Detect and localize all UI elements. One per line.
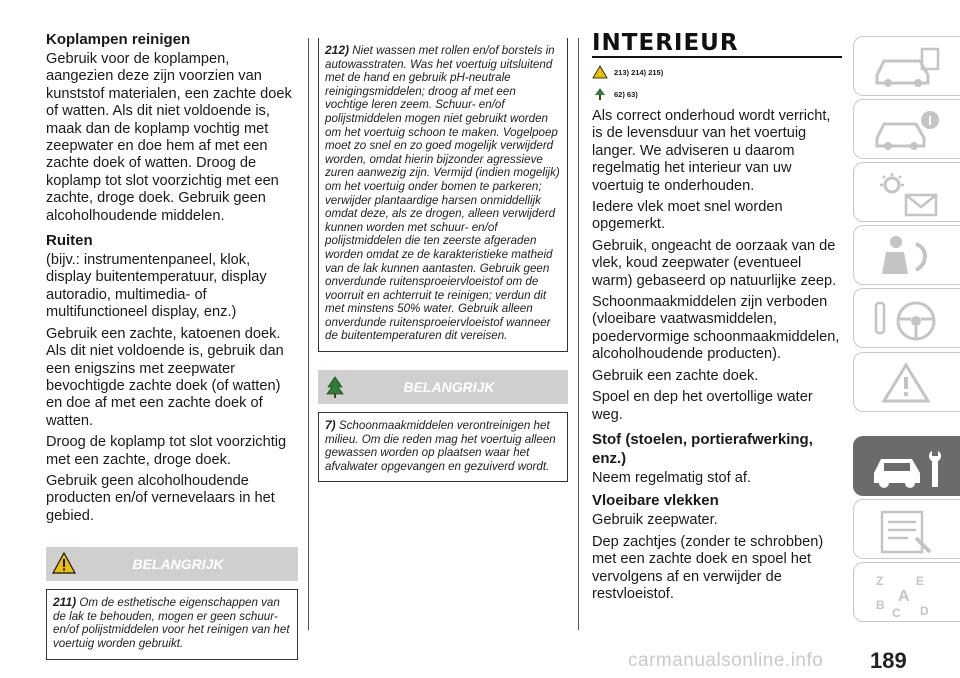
reference-line-1 [592, 64, 842, 82]
warning-header [46, 547, 298, 581]
svg-text:B: B [876, 598, 885, 612]
car-book-icon [872, 45, 942, 89]
reference-text: 62) 63) [614, 90, 638, 99]
svg-text:D: D [920, 604, 929, 618]
interieur-paragraph-5: Gebruik een zachte doek. [592, 367, 759, 384]
ruiten-heading: Ruiten [46, 232, 93, 250]
tab-starting-driving[interactable] [853, 288, 960, 348]
warning-note-box-continued [318, 38, 568, 352]
tab-index[interactable] [853, 562, 960, 622]
environment-tree-icon [324, 375, 346, 399]
svg-text:Z: Z [876, 574, 884, 588]
reference-line-2 [592, 86, 842, 104]
svg-text:A: A [898, 588, 910, 605]
page-number: 189 [870, 648, 907, 673]
column-divider [308, 38, 309, 630]
vlekken-paragraph-2: Dep zachtjes (zonder te schrobben) met een zachte doek en spoel het vervolgens af en verwijder de restvloeistof. [592, 533, 824, 602]
left-column [46, 30, 298, 660]
ruiten-paragraph-2: Gebruik een zachte, katoenen doek. Als dit niet voldoende is, gebruik dan een enigszins met zeepwater bevochtigde zachte doek (of watten) en doe af met een zachte doek of watten. [46, 325, 284, 429]
tab-safety[interactable] [853, 225, 960, 285]
environment-warning-header [318, 370, 568, 404]
technical-data-icon [872, 508, 942, 556]
interieur-paragraph-2: Iedere vlek moet snel worden opgemerkt. [592, 199, 783, 233]
interieur-paragraph-6: Spoel en dep het overtollige water weg. [592, 389, 813, 423]
tab-maintenance[interactable] [853, 436, 960, 496]
dashboard-lights-icon [872, 171, 942, 219]
reference-text: 213) 214) 215) [614, 68, 664, 77]
vlekken-paragraph-1: Gebruik zeepwater. [592, 512, 718, 529]
section-title: INTERIEUR [592, 30, 739, 56]
note-number: 7) [325, 418, 336, 433]
emergency-triangle-icon [872, 361, 942, 405]
environment-note-box [318, 412, 568, 482]
car-info-icon [872, 108, 942, 152]
tab-emergency[interactable] [853, 352, 960, 412]
tab-car-info[interactable] [853, 99, 960, 159]
car-maintenance-icon [872, 445, 950, 493]
warning-note-box [46, 589, 298, 659]
tab-technical-data[interactable] [853, 499, 960, 559]
warning-triangle-icon [52, 552, 76, 574]
tab-dashboard-lights[interactable] [853, 162, 960, 222]
warning-label: BELANGRIJK [132, 556, 224, 573]
ruiten-paragraph-3: Droog de koplamp tot slot voorzichtig met een zachte, droge doek. [46, 434, 287, 468]
svg-text:E: E [916, 574, 925, 588]
note-text: Schoonmaakmiddelen verontreinigen het milieu. Om die reden mag het voertuig alleen gewassen worden op plaatsen waar het afvalwater opgevangen en gezuiverd wordt. [325, 419, 556, 473]
index-letters-icon [872, 571, 942, 621]
environment-tree-icon [592, 87, 608, 101]
koplampen-text: Gebruik voor de koplampen, aangezien deze zijn voorzien van kunststof materialen, een zachte doek of watten. Als dit niet voldoende is, maak dan de koplamp vochtig met zeepwater en doe hem af met een zachte doek of watten. Droog de koplamp tot slot voorzichtig met een zachte, droge doek. Gebruik geen alcoholhoudende middelen. [46, 51, 292, 224]
interieur-paragraph-3: Gebruik, ongeacht de oorzaak van de vlek, koud zeepwater (eventueel warm) gebaseerd op natuurlijke zeep. [592, 237, 837, 289]
note-text: Om de esthetische eigenschappen van de lak te behouden, mogen er geen schuur- en/of polijstmiddelen voor het reinigen van het voertuig worden gebruikt. [53, 596, 290, 650]
tab-car-book[interactable] [853, 36, 960, 96]
note-number: 212) [325, 43, 350, 57]
middle-column [318, 38, 568, 482]
ruiten-paragraph-4: Gebruik geen alcoholhoudende producten en/of vernevelaars in het gebied. [46, 472, 275, 524]
note-number: 211) [53, 595, 77, 610]
svg-text:C: C [892, 606, 901, 620]
interieur-paragraph-4: Schoonmaakmiddelen zijn verboden (vloeibare vaatwasmiddelen, poedervormige schoonmaakmiddelen, alcoholhoudende producten). [592, 294, 840, 363]
warning-triangle-icon [592, 65, 608, 79]
title-rule [592, 56, 842, 58]
safety-icon [872, 234, 942, 278]
warning-label: BELANGRIJK [403, 379, 495, 396]
watermark: carmanualsonline.info [628, 650, 824, 671]
stof-text: Neem regelmatig stof af. [592, 469, 751, 486]
interieur-paragraph-1: Als correct onderhoud wordt verricht, is de levensduur van het voertuig langer. We adviseren u daarom regelmatig het interieur van uw voertuig te onderhouden. [592, 108, 831, 194]
koplampen-heading: Koplampen reinigen [46, 31, 191, 48]
vlekken-heading: Vloeibare vlekken [592, 492, 719, 510]
note-text: Niet wassen met rollen en/of borstels in autowasstraten. Was het voertuig uitsluitend met de hand en gebruik pH-neutrale reinigingsmiddelen; droog af met een vochtige leren zeem. Schuur- en/of polijstmiddelen mogen niet gebruikt worden om het voertuig schoon te maken. Vogelpoep moet zo snel en zo goed mogelijk verwijderd worden, omdat hierin bijzonder agressieve zuren aanwezig zijn. Vermijd (indien mogelijk) om het voertuig onder bomen te parkeren; verwijder plantaardige harsen onmiddellijk omdat deze, als ze drogen, alleen verwijderd kunnen worden met schuur- en/of polijstmiddelen die ten zeerste afgeraden worden omdat ze de karakteristieke matheid van de lak kunnen aantasten. Gebruik geen onverdunde ruitensproeiervloeistof om de voorruit en achterruit te reinigen; verdun dit met minstens 50% water. Gebruik alleen onverdunde ruitensproeiervloeistof wanneer de buitentemperaturen dit vereisen. [325, 44, 560, 343]
steering-wheel-icon [872, 297, 942, 345]
stof-heading: Stof (stoelen, portierafwerking, enz.) [592, 430, 813, 467]
ruiten-paragraph-1: (bijv.: instrumentenpaneel, klok, display buitentemperatuur, display autoradio, multimedia- of multifunctioneel display, enz.) [46, 252, 267, 321]
column-divider [578, 38, 579, 630]
right-column [592, 30, 842, 607]
